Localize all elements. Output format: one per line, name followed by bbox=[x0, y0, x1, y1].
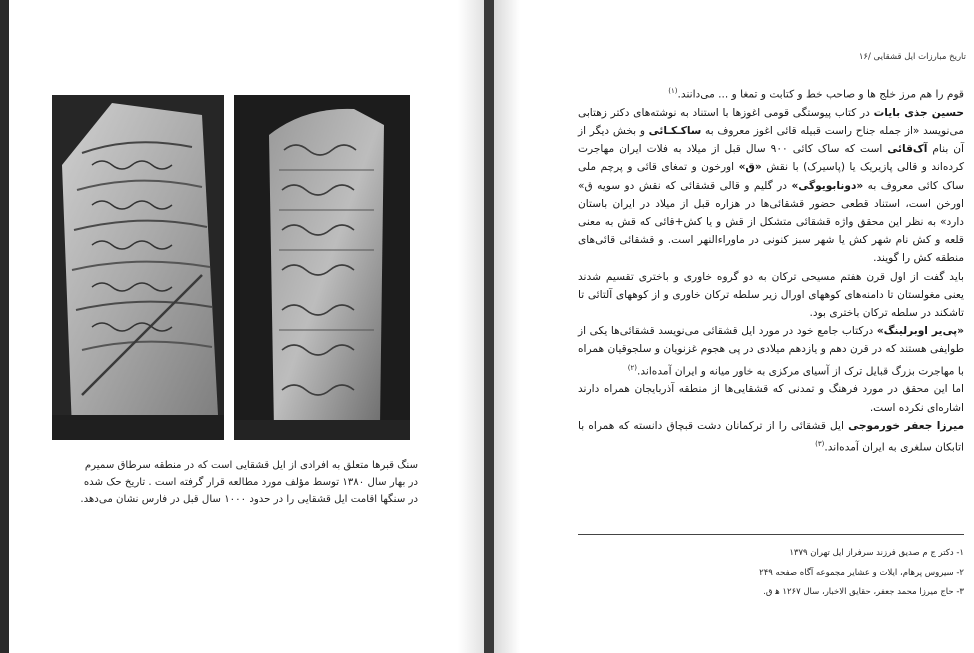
running-head: تاریخ مبارزات ایل قشقایی /۱۶ bbox=[858, 52, 966, 62]
footnote-rule bbox=[578, 534, 964, 535]
book-spine bbox=[484, 0, 494, 653]
page-left-edge bbox=[0, 0, 9, 653]
photo-caption bbox=[40, 457, 418, 508]
footnote-1: ۱- دکتر ج م صدیق فرزند سرفراز ایل تهران ۱۳۷۹ bbox=[789, 548, 964, 558]
gravestone-photo-left bbox=[52, 95, 224, 440]
text-run: درکتاب جامع خود در مورد ایل قشقائی می‌نویسد قشقائی‌ها یکی از طوایفی هستند که در قرن دهم و یازدهم میلادی در پی هجوم غزنویان و سلجوقیان همراه با مهاجرت بزرگ قبایل ترک از آسیای مرکزی به خاور میانه و ایران آمده‌اند. bbox=[578, 325, 964, 378]
gutter-shadow-left bbox=[458, 0, 484, 653]
text-run: اما این محقق در مورد فرهنگ و تمدنی که قشقایی‌ها از منطقه آذربایجان همراه دارند اشاره‌ای نکرده است. bbox=[578, 383, 964, 414]
gutter-shadow-right bbox=[494, 0, 520, 653]
body-paragraph bbox=[578, 380, 964, 416]
text-run: اورخون و تمغای قائی و پرچم ملی ساک کائی معروف به bbox=[578, 161, 964, 192]
bold-term: «دونابویوگی» bbox=[791, 179, 864, 192]
bold-term: «ق» bbox=[738, 161, 762, 174]
body-paragraph bbox=[578, 322, 964, 380]
text-run: در کتاب پیوستگی قومی اغوزها با استناد به نوشته‌های دکتر زهتابی می‌نویسد «از جمله جناح راست قبیله قائی اغوز معروف به bbox=[578, 106, 964, 137]
bold-term: آک‌قائی bbox=[887, 143, 928, 156]
text-run: قوم را هم مرز خلج ها و صاحب خط و کتابت و تمغا و ... می‌دانند. bbox=[677, 88, 964, 101]
body-paragraph bbox=[578, 417, 964, 457]
bold-term: «پی‌یر اوبرلینگ» bbox=[876, 325, 964, 338]
bold-term: حسین جذی بایات bbox=[873, 106, 964, 119]
caption-line: در بهار سال ۱۳۸۰ توسط مؤلف مورد مطالعه قرار گرفته است . تاریخ حک شده bbox=[83, 477, 418, 488]
footnote-2: ۲- سیروس پرهام، ایلات و عشایر مجموعه آگاه صفحه ۲۴۹ bbox=[759, 567, 964, 578]
footnote-3: ۳- حاج میرزا محمد جعفر، حقایق الاخبار، سال ۱۲۶۷ ه‍ ق. bbox=[763, 587, 964, 597]
text-run: در گلیم و قالی قشقائی که نقش دو سویه ق» اورخن است، استناد قطعی حضور قشقائی‌ها در هزاره قبل از میلاد در ایران باستان دارد» به نظر این محقق واژه قشقائی متشکل از قش و یا کش+قائی که قش به معنی قلعه و کش نام شهر کش یا شهر سبز کنونی در ماوراءالنهر است. و قشقائی قائی‌های منطقه کش را گویند. bbox=[578, 179, 964, 265]
bold-term: میرزا جعفر خورموجی bbox=[848, 419, 965, 432]
body-paragraph bbox=[578, 104, 964, 268]
text-run: است که ساک کائی ۹۰۰ سال قبل از میلاد به فلات ایران مهاجرت کرده‌اند و قالی پازیریک یا (پاسیرک) با نقش bbox=[578, 143, 964, 174]
caption-line: سنگ قبرها متعلق به افرادی از ایل قشقایی است که در منطقه سرطاق سمیرم bbox=[84, 460, 418, 471]
footnote-marker: (۱) bbox=[668, 87, 678, 95]
footnote-marker: (۳) bbox=[815, 439, 825, 448]
bold-term: ساکـکـائی bbox=[648, 124, 702, 137]
gravestone-photo-right bbox=[234, 95, 410, 440]
text-run: و بخش دیگر از آن بنام bbox=[578, 124, 965, 156]
body-paragraph bbox=[578, 268, 964, 323]
caption-line: در سنگها اقامت ایل قشقایی را در حدود ۱۰۰۰ سال قبل در فارس نشان می‌دهد. bbox=[80, 494, 418, 505]
body-paragraph bbox=[578, 82, 964, 104]
footnote-marker: (۲) bbox=[627, 363, 637, 372]
body-text bbox=[578, 82, 964, 457]
text-run: باید گفت از اول قرن هفتم مسیحی ترکان به دو گروه خاوری و باختری تقسیم شدند یعنی مغولستان تا دامنه‌های کوههای اورال زیر سلطه ترکان خاوری و از کوههای آلتائی تا تاشکند در سلطه ترکان باختری بود. bbox=[578, 270, 964, 319]
footnotes bbox=[578, 544, 964, 603]
text-run: ایل قشقائی را از ترکمانان دشت قبچاق دانسته که همراه با اتابکان سلغری به ایران آمده‌اند. bbox=[578, 419, 964, 454]
